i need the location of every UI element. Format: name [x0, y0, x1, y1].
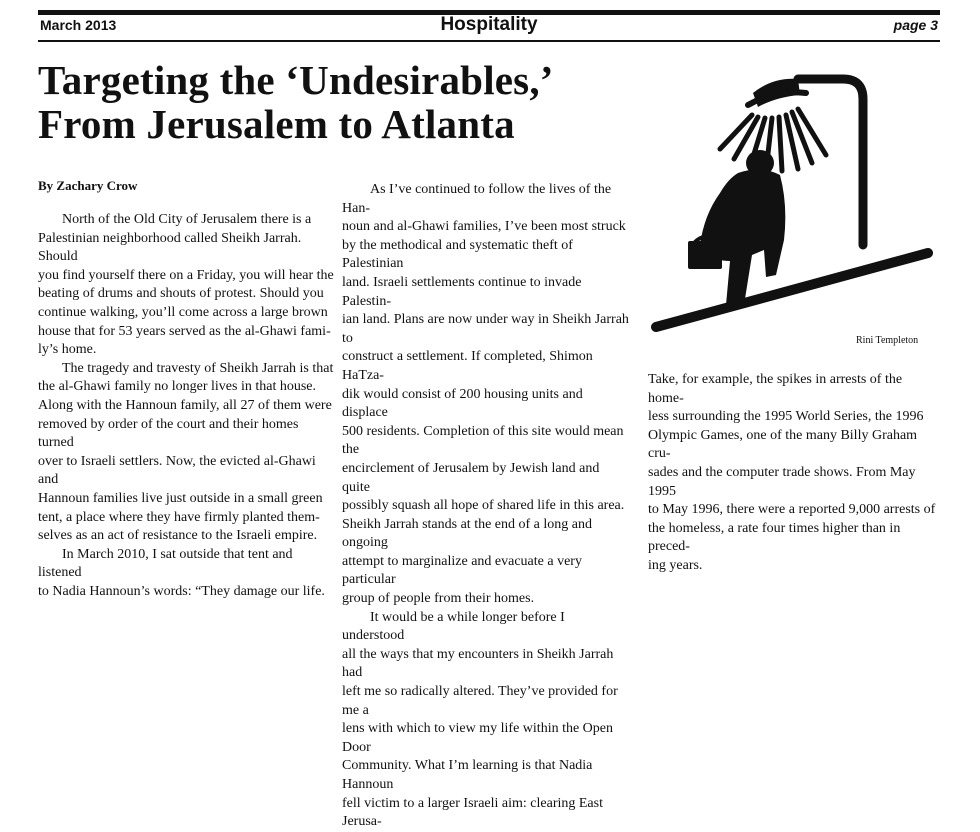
issue-date: March 2013 — [40, 17, 117, 33]
section-title: Hospitality — [440, 14, 538, 35]
text-line: noun and al-Ghawi families, I’ve been most struck — [342, 219, 626, 235]
text-line: Hannoun families live just outside in a small green — [38, 490, 323, 506]
headline-line: Targeting the ‘Undesirables,’ — [38, 57, 554, 103]
masthead-bottom-rule — [38, 40, 940, 42]
text-line: less surrounding the 1995 World Series, the 1996 — [648, 409, 924, 425]
text-line: Take, for example, the spikes in arrests of the home- — [648, 372, 903, 406]
article-column-1 — [38, 211, 334, 601]
text-line: Sheikh Jarrah stands at the end of a long and ongoing — [342, 516, 592, 551]
text-line: In March 2010, I sat outside that tent and listened — [38, 546, 293, 581]
article-headline — [38, 58, 638, 146]
text-line: tent, a place where they have firmly planted them- — [38, 509, 320, 525]
text-line: to Nadia Hannoun’s words: “They damage our life. — [38, 583, 325, 599]
article-column-3 — [648, 371, 938, 576]
text-line: by the methodical and systematic theft of Palestinian — [342, 237, 573, 272]
text-line: selves as an act of resistance to the Israeli empire. — [38, 528, 318, 544]
text-line: North of the Old City of Jerusalem there is a — [62, 212, 312, 227]
text-line: lens with which to view my life within the Open Door — [342, 721, 614, 755]
paragraph — [38, 360, 334, 379]
text-line: removed by order of the court and their homes turned — [38, 416, 299, 451]
article-column-2 — [342, 181, 630, 832]
text-line: the homeless, a rate four times higher than in preced- — [648, 520, 901, 555]
text-line: dik would consist of 200 housing units and displace — [342, 386, 583, 421]
text-line: possibly squash all hope of shared life in this area. — [342, 498, 625, 514]
text-line: construct a settlement. If completed, Shimon HaTza- — [342, 349, 593, 383]
text-line: group of people from their homes. — [342, 591, 535, 607]
text-line: encirclement of Jerusalem by Jewish land and quite — [342, 460, 600, 495]
text-line: As I’ve continued to follow the lives of the Han- — [342, 182, 612, 216]
text-line: continue walking, you’ll come across a large brown — [38, 304, 328, 320]
headline-line: From Jerusalem to Atlanta — [38, 101, 515, 147]
text-line: land. Israeli settlements continue to invade Palestin- — [342, 274, 582, 309]
text-line: ing years. — [648, 557, 703, 573]
text-line: house that for 53 years served as the al-Ghawi fami- — [38, 323, 331, 339]
paragraph — [38, 546, 334, 583]
text-line: Community. What I’m learning is that Nadia Hannoun — [342, 758, 593, 792]
text-line: It would be a while longer before I understood — [342, 609, 565, 644]
paragraph — [342, 609, 630, 646]
masthead — [38, 14, 940, 40]
text-line: attempt to marginalize and evacuate a very particular — [342, 553, 582, 588]
text-line: over to Israeli settlers. Now, the evicted al-Ghawi and — [38, 453, 316, 488]
streetlamp-figure-illustration — [648, 65, 938, 335]
text-line: ly’s home. — [38, 342, 97, 358]
paragraph — [342, 181, 630, 218]
text-line: sades and the computer trade shows. From May 1995 — [648, 464, 916, 499]
page-number: page 3 — [893, 17, 938, 33]
text-line: fell victim to a larger Israeli aim: clearing East Jerusa- — [342, 795, 603, 830]
text-line: the al-Ghawi family no longer lives in that house. — [38, 379, 316, 395]
paragraph — [38, 211, 334, 230]
text-line: ian land. Plans are now under way in Sheikh Jarrah to — [342, 312, 629, 346]
illustration-credit: Rini Templeton — [856, 335, 919, 346]
text-line: you find yourself there on a Friday, you will hear the — [38, 267, 334, 283]
text-line: The tragedy and travesty of Sheikh Jarrah is that — [62, 360, 334, 376]
text-line: Palestinian neighborhood called Sheikh Jarrah. Should — [38, 230, 302, 265]
text-line: left me so radically altered. They’ve provided for me a — [342, 684, 618, 718]
byline: By Zachary Crow — [38, 178, 138, 193]
text-line: beating of drums and shouts of protest. Should you — [38, 286, 324, 302]
text-line: 500 residents. Completion of this site would mean the — [342, 423, 624, 458]
text-line: to May 1996, there were a reported 9,000 arrests of — [648, 502, 936, 518]
text-line: all the ways that my encounters in Sheikh Jarrah had — [342, 646, 614, 681]
text-line: Olympic Games, one of the many Billy Graham cru- — [648, 427, 918, 462]
text-line: Along with the Hannoun family, all 27 of them were — [38, 397, 332, 413]
